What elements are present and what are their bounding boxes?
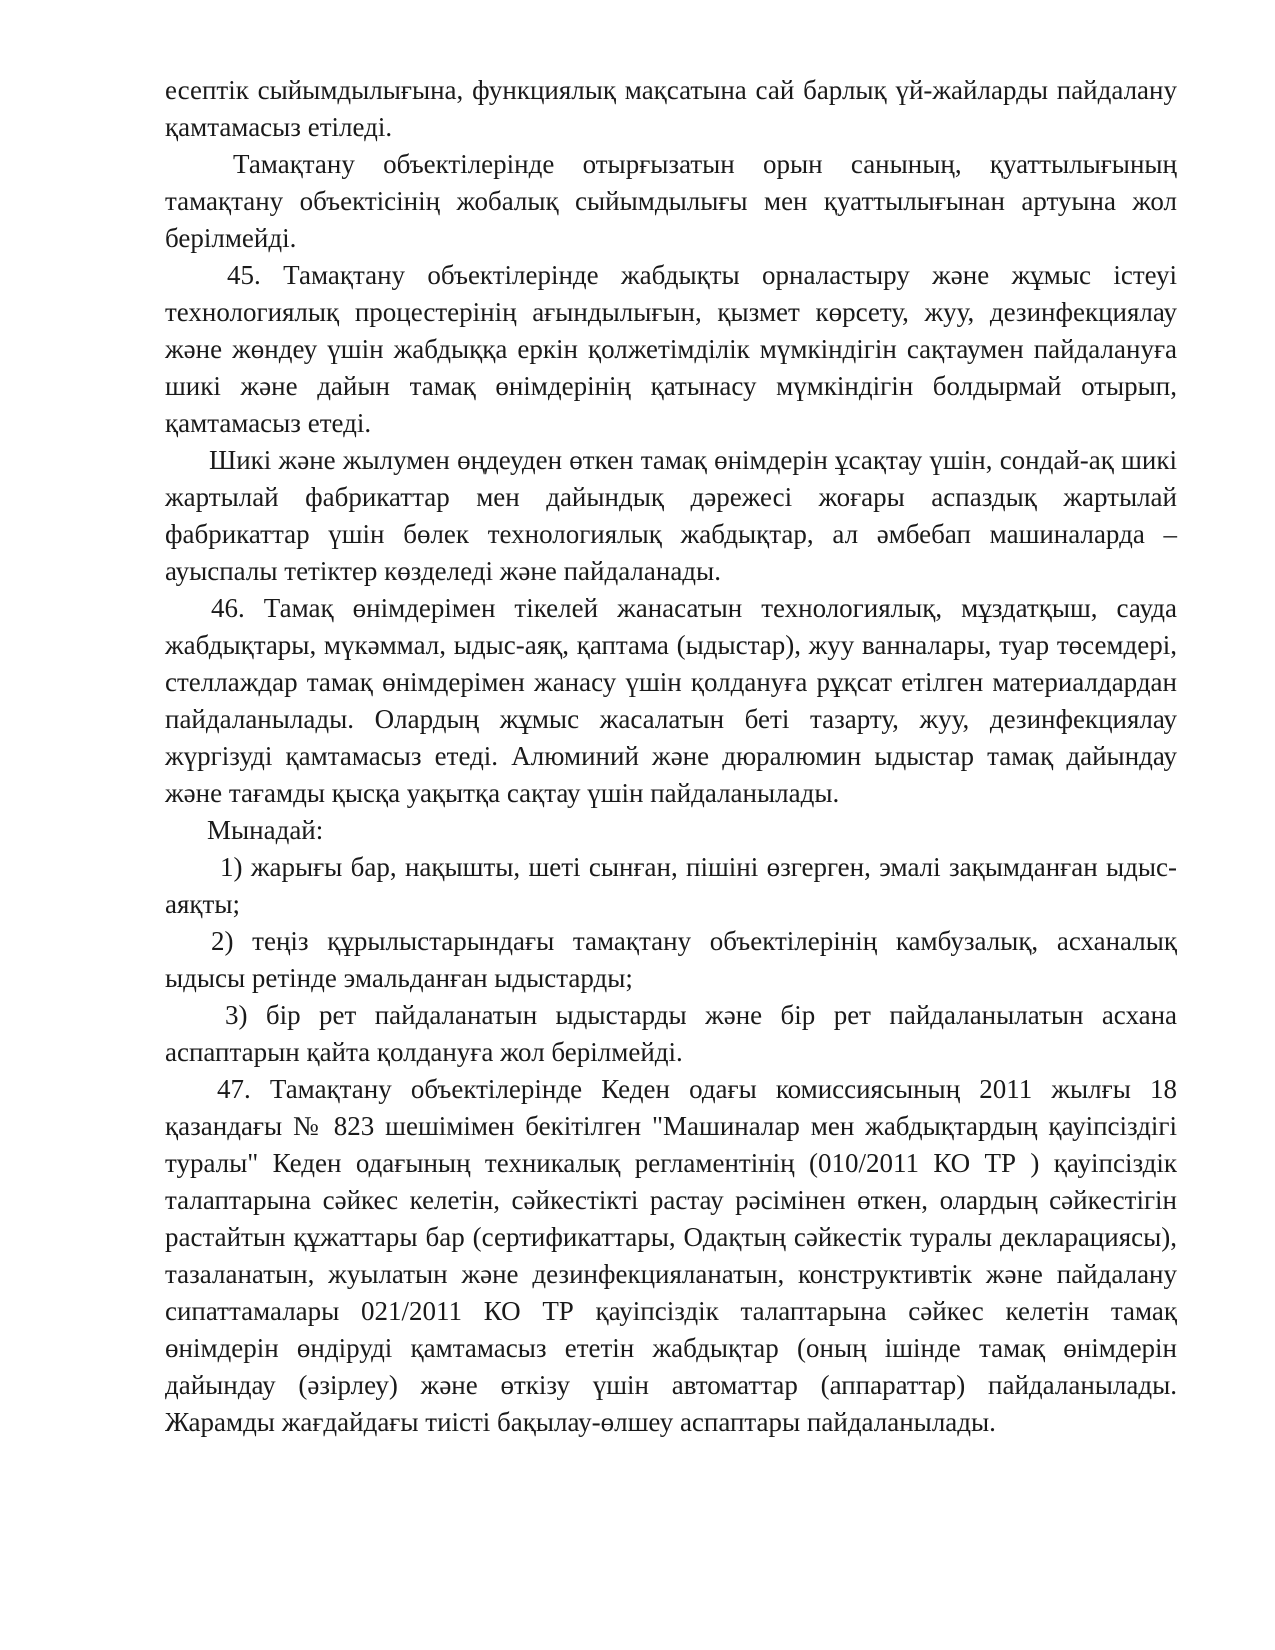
paragraph-item-47: 47. Тамақтану объектілерінде Кеден одағы комиссиясының 2011 жылғы 18 қазандағы № 823 шешімімен бекітілген "Машиналар мен жабдықтардың қауіпсіздігі туралы" Кеден одағының техникалық регламентінің (010/2011 КО ТР ) қауіпсіздік талаптарына сәйкес келетін, сәйкестікті растау рәсімінен өткен, олардың сәйкестігін растайтын құжаттары бар (сертификаттары, Одақтың сәйкестік туралы декларациясы), тазаланатын, жуылатын және дезинфекцияланатын, конструктивтік және пайдалану сипаттамалары 021/2011 КО ТР қауіпсіздік талаптарына сәйкес келетін тамақ өнімдерін өндіруді қамтамасыз ететін жабдықтар (оның ішінде тамақ өнімдерін дайындау (әзірлеу) және өткізу үшін автоматтар (аппараттар) пайдаланылады. Жарамды жағдайдағы тиісті бақылау-өлшеу аспаптары пайдаланылады. xyxy=(165,1074,1177,1437)
paragraph-raw-processed-equipment: Шикі және жылумен өңдеуден өткен тамақ өнімдерін ұсақтау үшін, сондай-ақ шикі жартылай фабрикаттар мен дайындық дәрежесі жоғары аспаздық жартылай фабрикаттар үшін бөлек технологиялық жабдықтар, ал әмбебап машиналарда – ауыспалы тетіктер көзделеді және пайдаланады. xyxy=(165,445,1177,586)
list-item-2: 2) теңіз құрылыстарындағы тамақтану объектілерінің камбузалық, асханалық ыдысы ретінде эмальданған ыдыстарды; xyxy=(165,926,1177,993)
list-item-1: 1) жарығы бар, нақышты, шеті сынған, пішіні өзгерген, эмалі зақымданған ыдыс-аяқты; xyxy=(165,852,1177,919)
paragraph-item-46: 46. Тамақ өнімдерімен тікелей жанасатын технологиялық, мұздатқыш, сауда жабдықтары, мүкәммал, ыдыс-аяқ, қаптама (ыдыстар), жуу ванналары, туар төсемдері, стеллаждар тамақ өнімдерімен жанасу үшін қолдануға рұқсат етілген материалдардан пайдаланылады. Олардың жұмыс жасалатын беті тазарту, жуу, дезинфекциялау жүргізуді қамтамасыз етеді. Алюминий және дюралюмин ыдыстар тамақ дайындау және тағамды қысқа уақытқа сақтау үшін пайдаланылады. xyxy=(165,593,1177,808)
paragraph-list-intro: Мынадай: xyxy=(207,815,324,845)
paragraph-continuation: есептік сыйымдылығына, функциялық мақсатына сай барлық үй-жайларды пайдалану қамтамасыз етіледі. xyxy=(165,75,1177,142)
paragraph-item-45: 45. Тамақтану объектілерінде жабдықты орналастыру және жұмыс істеуі технологиялық процестерінің ағындылығын, қызмет көрсету, жуу, дезинфекциялау және жөндеу үшін жабдыққа еркін қолжетімділік мүмкіндігін сақтаумен пайдалануға шикі және дайын тамақ өнімдерінің қатынасу мүмкіндігін болдырмай отырып, қамтамасыз етеді. xyxy=(165,260,1177,438)
list-item-3: 3) бір рет пайдаланатын ыдыстарды және бір рет пайдаланылатын асхана аспаптарын қайта қолдануға жол берілмейді. xyxy=(165,1000,1177,1067)
paragraph-seating-capacity: Тамақтану объектілерінде отырғызатын орын санының, қуаттылығының тамақтану объектісінің жобалық сыйымдылығы мен қуаттылығынан артуына жол берілмейді. xyxy=(165,149,1177,253)
document-body xyxy=(165,72,1177,1441)
